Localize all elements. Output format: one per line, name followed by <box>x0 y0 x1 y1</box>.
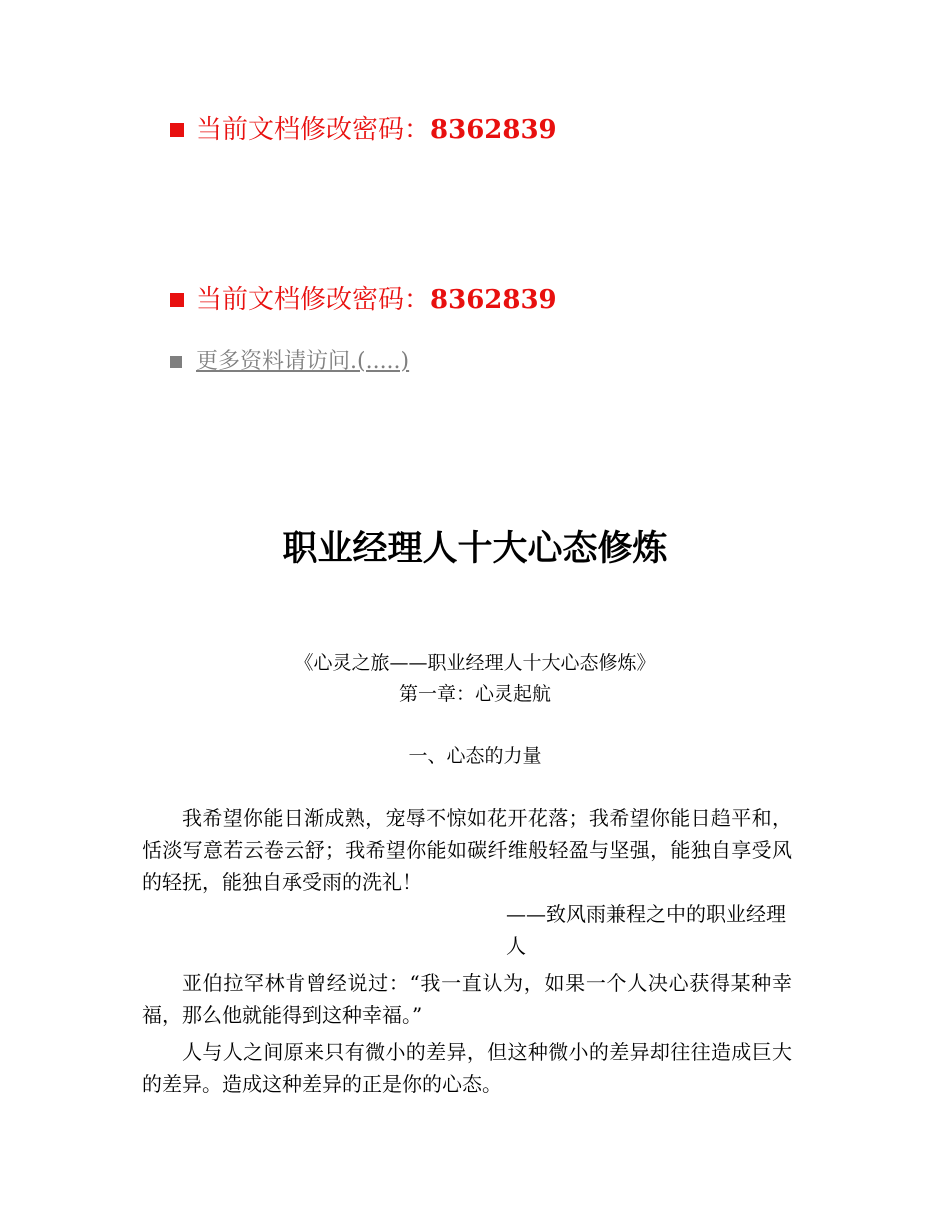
password-notice-2 <box>170 284 557 316</box>
password-value: 8362839 <box>430 115 557 145</box>
more-resources-notice <box>170 346 409 378</box>
document-title: 职业经理人十大心态修炼 <box>282 528 668 569</box>
chapter-heading: 第一章：心灵起航 <box>398 683 551 705</box>
book-title: 《心灵之旅——职业经理人十大心态修炼》 <box>294 652 656 674</box>
paragraph-mindset: 人与人之间原来只有微小的差异，但这种微小的差异却往往造成巨大的差异。造成这种差异的正是你的心态。 <box>142 1040 792 1096</box>
paragraph-epigraph: 我希望你能日渐成熟，宠辱不惊如花开花落；我希望你能日趋平和，恬淡写意若云卷云舒；我希望你能如碳纤维般轻盈与坚强，能独自享受风的轻抚，能独自承受雨的洗礼！ <box>142 806 792 894</box>
password-label: 当前文档修改密码： <box>196 285 431 315</box>
gray-square-bullet-icon <box>170 356 182 368</box>
more-resources-link[interactable]: 更多资料请访问.(.....) <box>196 349 410 374</box>
password-notice-1 <box>170 114 557 146</box>
section-heading: 一、心态的力量 <box>408 745 542 767</box>
paragraph-signature: ——致风雨兼程之中的职业经理人 <box>506 902 786 958</box>
red-square-bullet-icon <box>170 293 184 307</box>
password-label: 当前文档修改密码： <box>196 115 431 145</box>
password-value: 8362839 <box>430 285 557 315</box>
body-text <box>142 802 792 1100</box>
red-square-bullet-icon <box>170 123 184 137</box>
paragraph-lincoln-quote: 亚伯拉罕林肯曾经说过：“我一直认为，如果一个人决心获得某种幸福，那么他就能得到这种幸福。” <box>142 971 792 1027</box>
